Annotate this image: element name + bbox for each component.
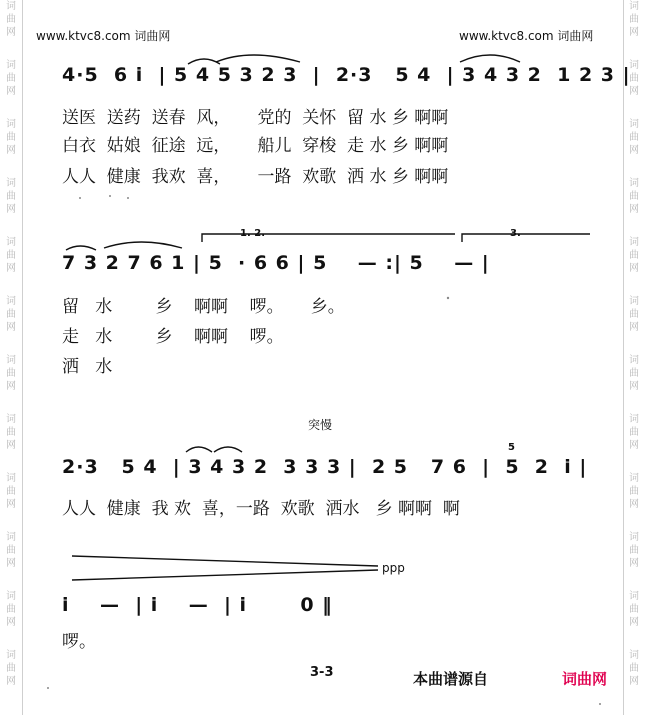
watermark-char: 词 [6, 119, 16, 130]
row1-notes: 4·5 6 i | 5 4 5 3 2 3 | 2·3 5 4 | 3 4 3 2 1 2 3 | [62, 64, 631, 86]
row1-lyric-verse1: 送医 送药 送春 风， 党的 关怀 留 水 乡 啊啊 [62, 108, 449, 128]
watermark-char: 网 [6, 322, 16, 333]
watermark-char: 词 [6, 178, 16, 189]
slur-row1-a [188, 59, 220, 64]
watermark-char: 网 [6, 440, 16, 451]
watermark-char: 曲 [6, 14, 16, 25]
grace-note: 5 [508, 442, 515, 453]
watermark-char: 网 [6, 27, 16, 38]
watermark-char: 词 [629, 532, 639, 543]
watermark-char: 网 [629, 263, 639, 274]
watermark-char: 词 [629, 591, 639, 602]
row2-notes: 7 3 2 7 6 1 | 5 · 6 6 | 5 — :| 5 — | [62, 252, 490, 274]
watermark-char: 词 [6, 237, 16, 248]
watermark-char: 词 [6, 60, 16, 71]
row2-lyric-verse2: 走 水 乡 啊啊 啰。 [62, 327, 284, 347]
watermark-char: 曲 [6, 250, 16, 261]
watermark-char: 词 [629, 414, 639, 425]
watermark-char: 曲 [629, 14, 639, 25]
watermark-char: 曲 [629, 427, 639, 438]
watermark-char: 曲 [629, 132, 639, 143]
row3-lyric: 人人 健康 我 欢 喜，一路 欢歌 洒水 乡 啊啊 啊 [62, 499, 460, 519]
watermark-char: 词 [6, 650, 16, 661]
watermark-char: 曲 [6, 486, 16, 497]
row4-lyric: 啰。 [62, 632, 96, 652]
watermark-char: 词 [629, 1, 639, 12]
watermark-char: 曲 [6, 427, 16, 438]
watermark-char: 曲 [629, 309, 639, 320]
watermark-char: 词 [6, 296, 16, 307]
watermark-char: 曲 [6, 368, 16, 379]
slur-row3-a [186, 447, 212, 452]
watermark-char: 曲 [629, 663, 639, 674]
slur-row1-b [216, 55, 300, 62]
watermark-char: 网 [629, 204, 639, 215]
watermark-char: 词 [629, 237, 639, 248]
watermark-char: 曲 [6, 545, 16, 556]
slur-row2-a [66, 246, 96, 250]
row4-notes: i — | i — | i 0 ‖ [62, 594, 333, 616]
watermark-char: 词 [629, 296, 639, 307]
watermark-char: 词 [6, 532, 16, 543]
watermark-char: 网 [6, 145, 16, 156]
watermark-char: 词 [629, 60, 639, 71]
watermark-char: 词 [6, 355, 16, 366]
watermark-char: 词 [629, 119, 639, 130]
watermark-char: 网 [6, 499, 16, 510]
watermark-char: 网 [629, 676, 639, 687]
watermark-char: 词 [629, 650, 639, 661]
page-number: 3-3 [310, 665, 334, 680]
tempo-marking: 突慢 [308, 418, 333, 432]
watermark-char: 曲 [6, 191, 16, 202]
watermark-char: 曲 [629, 486, 639, 497]
watermark-site-right: www.ktvc8.com 词曲网 [459, 29, 594, 43]
watermark-char: 词 [629, 178, 639, 189]
source-label: 本曲谱源自 [413, 670, 489, 688]
slur-row2-b [104, 242, 182, 248]
watermark-char: 网 [6, 86, 16, 97]
watermark-char: 曲 [6, 309, 16, 320]
watermark-site-left: www.ktvc8.com 词曲网 [36, 29, 171, 43]
volta-1-2: 1. 2. [240, 228, 265, 239]
watermark-char: 网 [629, 499, 639, 510]
watermark-char: 曲 [6, 73, 16, 84]
watermark-char: 曲 [629, 368, 639, 379]
slur-row1-c [460, 55, 520, 62]
row2-lyric-verse1: 留 水 乡 啊啊 啰。 乡。 [62, 297, 345, 317]
watermark-char: 网 [6, 204, 16, 215]
dynamic-ppp: ppp [382, 561, 405, 575]
watermark-char: 网 [629, 617, 639, 628]
watermark-char: 词 [629, 355, 639, 366]
row1-lyric-verse2: 白衣 姑娘 征途 远， 船儿 穿梭 走 水 乡 啊啊 [62, 136, 449, 156]
watermark-char: 曲 [629, 545, 639, 556]
slur-row3-b [214, 447, 242, 452]
row3-notes: 2·3 5 4 | 3 4 3 2 3 3 3 | 2 5 7 6 | 5 2 i | [62, 456, 588, 478]
watermark-char: 曲 [6, 663, 16, 674]
row1-lyric-verse3: 人人 健康 我欢 喜， 一路 欢歌 洒 水 乡 啊啊 [62, 167, 449, 187]
watermark-char: 曲 [6, 132, 16, 143]
watermark-char: 网 [629, 86, 639, 97]
watermark-char: 曲 [629, 191, 639, 202]
watermark-char: 词 [6, 414, 16, 425]
diminuendo-lower [72, 570, 378, 580]
watermark-char: 网 [6, 558, 16, 569]
watermark-char: 网 [629, 145, 639, 156]
watermark-char: 网 [629, 440, 639, 451]
watermark-char: 词 [6, 1, 16, 12]
watermark-char: 网 [629, 558, 639, 569]
watermark-char: 网 [629, 27, 639, 38]
watermark-char: 曲 [629, 604, 639, 615]
watermark-char: 曲 [629, 250, 639, 261]
watermark-char: 网 [629, 322, 639, 333]
volta-3: 3. [510, 228, 521, 239]
watermark-char: 词 [629, 473, 639, 484]
volta-bracket-2 [462, 234, 590, 242]
watermark-char: 曲 [6, 604, 16, 615]
watermark-char: 网 [629, 381, 639, 392]
watermark-char: 网 [6, 617, 16, 628]
watermark-char: 网 [6, 676, 16, 687]
diminuendo-upper [72, 556, 378, 566]
watermark-char: 网 [6, 381, 16, 392]
row2-lyric-verse3: 洒 水 [62, 357, 113, 377]
brand-logo-text: 词曲网 [562, 670, 608, 688]
watermark-char: 词 [6, 473, 16, 484]
volta-bracket-1 [202, 234, 455, 242]
watermark-char: 词 [6, 591, 16, 602]
watermark-char: 网 [6, 263, 16, 274]
watermark-char: 曲 [629, 73, 639, 84]
